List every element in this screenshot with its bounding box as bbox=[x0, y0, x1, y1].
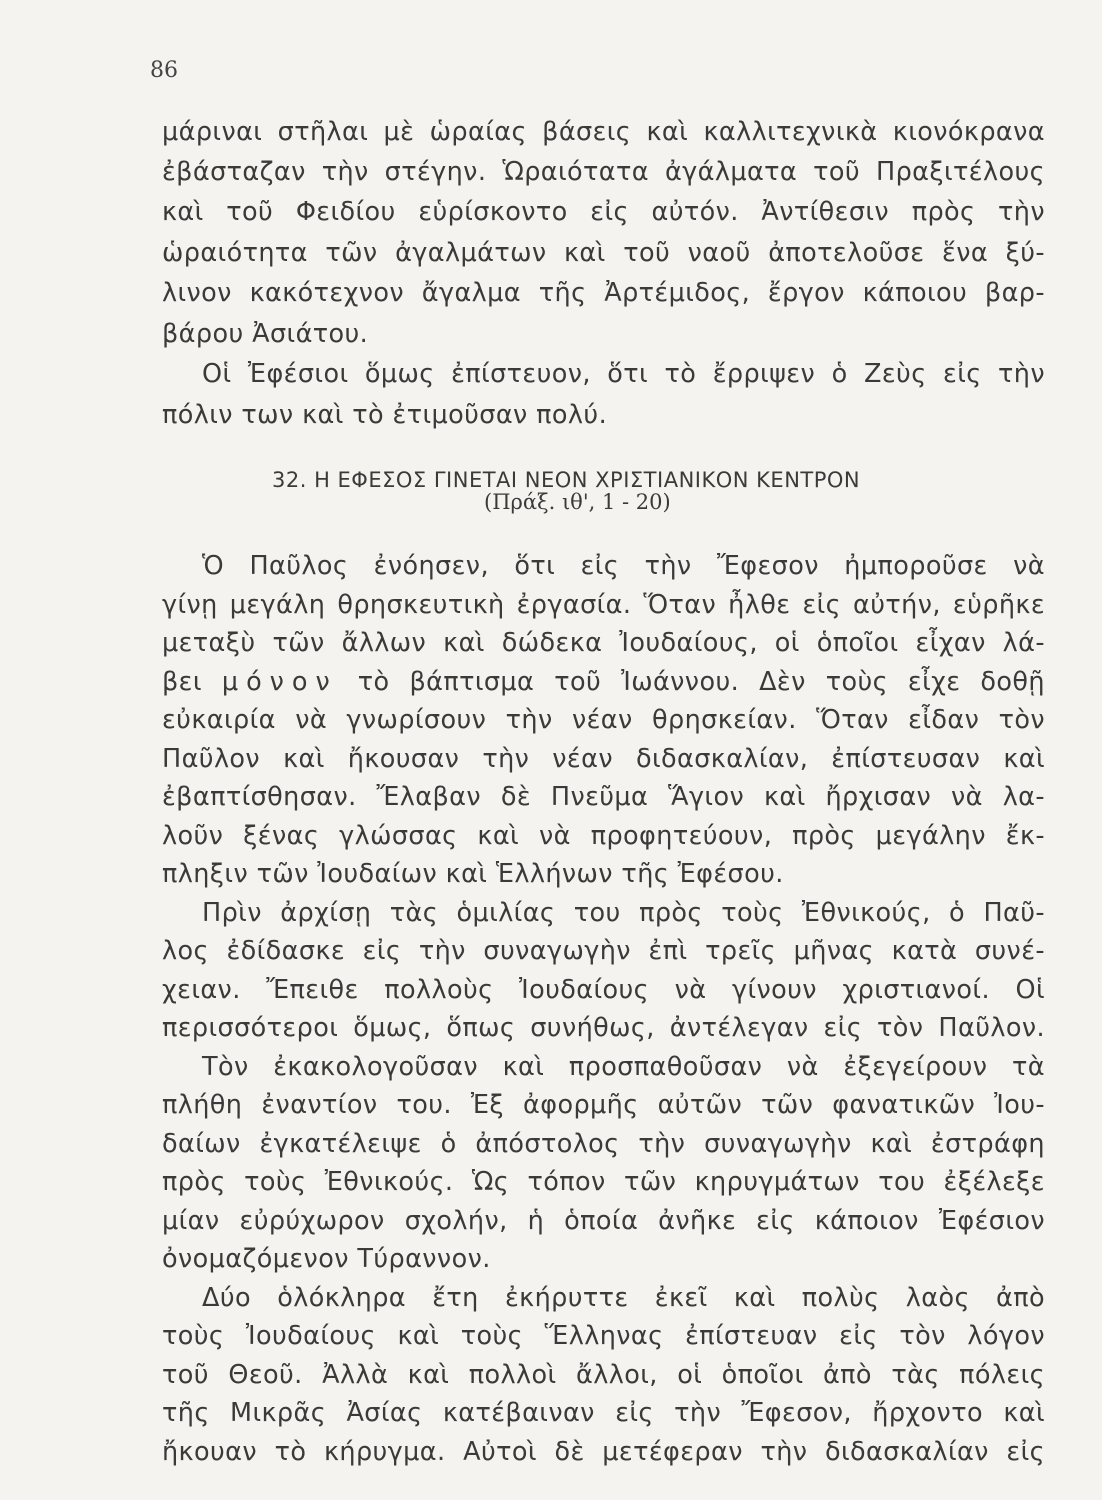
text-line: βάρου Ἀσιάτου. bbox=[162, 318, 369, 349]
text-line: ἐβαπτίσθησαν. Ἔλαβαν δὲ Πνεῦμα Ἅγιον καὶ ἤρχισαν νὰ λα- bbox=[162, 782, 1045, 812]
text-line: τῆς Μικρᾶς Ἀσίας κατέβαιναν εἰς τὴν Ἔφεσον, ἤρχοντο καὶ bbox=[162, 1398, 1045, 1428]
text-line: λοῦν ξένας γλώσσας καὶ νὰ προφητεύουν, πρὸς μεγάλην ἔκ- bbox=[162, 820, 1045, 851]
text-line: λινον κακότεχνον ἄγαλμα τῆς Ἀρτέμιδος, ἔργον κάποιου βαρ- bbox=[162, 278, 1045, 308]
text-line: πόλιν των καὶ τὸ ἐτιμοῦσαν πολύ. bbox=[162, 399, 608, 430]
text-line: ἐβάσταζαν τὴν στέγην. Ὡραιότατα ἀγάλματα τοῦ Πραξιτέλους bbox=[162, 156, 1045, 187]
text-line: Ὁ Παῦλος ἐνόησεν, ὅτι εἰς τὴν Ἔφεσον ἠμποροῦσε νὰ bbox=[202, 551, 1045, 581]
text-line: μίαν εὐρύχωρον σχολήν, ἡ ὁποία ἀνῆκε εἰς κάποιον Ἐφέσιον bbox=[162, 1205, 1045, 1236]
section-reference: (Πράξ. ιθ', 1 - 20) bbox=[484, 490, 671, 514]
text-line: ἤκουαν τὸ κήρυγμα. Αὐτοὶ δὲ μετέφεραν τὴν διδασκαλίαν εἰς bbox=[162, 1436, 1045, 1467]
emphasized-word: μόνον bbox=[221, 666, 338, 697]
text-line bbox=[162, 666, 1045, 697]
text-line: πλήθη ἐναντίον του. Ἐξ ἀφορμῆς αὐτῶν τῶν φανατικῶν Ἰου- bbox=[162, 1090, 1045, 1120]
text-line: εὐκαιρία νὰ γνωρίσουν τὴν νέαν θρησκείαν. Ὅταν εἶδαν τὸν bbox=[162, 705, 1045, 735]
text-fragment: βει bbox=[162, 666, 222, 697]
text-line: μεταξὺ τῶν ἄλλων καὶ δώδεκα Ἰουδαίους, οἱ ὁποῖοι εἶχαν λά- bbox=[162, 628, 1045, 658]
text-line: περισσότεροι ὅμως, ὅπως συνήθως, ἀντέλεγαν εἰς τὸν Παῦλον. bbox=[162, 1013, 1045, 1043]
text-line: μάριναι στῆλαι μὲ ὡραίας βάσεις καὶ καλλιτεχνικὰ κιονόκρανα bbox=[162, 117, 1045, 147]
text-line: Παῦλον καὶ ἤκουσαν τὴν νέαν διδασκαλίαν, ἐπίστευσαν καὶ bbox=[162, 743, 1045, 774]
text-line: Πρὶν ἀρχίσῃ τὰς ὁμιλίας του πρὸς τοὺς Ἐθνικούς, ὁ Παῦ- bbox=[202, 897, 1045, 928]
text-line: λος ἐδίδασκε εἰς τὴν συναγωγὴν ἐπὶ τρεῖς μῆνας κατὰ συνέ- bbox=[162, 936, 1045, 966]
text-line: Δύο ὁλόκληρα ἔτη ἐκήρυττε ἐκεῖ καὶ πολὺς λαὸς ἀπὸ bbox=[202, 1282, 1045, 1313]
body-text bbox=[162, 551, 1045, 1467]
text-line: δαίων ἐγκατέλειψε ὁ ἀπόστολος τὴν συναγωγὴν καὶ ἐστράφη bbox=[162, 1128, 1045, 1159]
text-line: ὀνομαζόμενον Τύραννον. bbox=[162, 1244, 491, 1274]
text-line: τοῦ Θεοῦ. Ἀλλὰ καὶ πολλοὶ ἄλλοι, οἱ ὁποῖοι ἀπὸ τὰς πόλεις bbox=[162, 1359, 1045, 1390]
section-heading: 32. Η ΕΦΕΣΟΣ ΓΙΝΕΤΑΙ ΝΕΟΝ ΧΡΙΣΤΙΑΝΙΚΟΝ ΚΕΝΤΡΟΝ bbox=[272, 468, 861, 492]
text-line: πρὸς τοὺς Ἐθνικούς. Ὡς τόπον τῶν κηρυγμάτων του ἐξέλεξε bbox=[162, 1167, 1045, 1197]
text-line: Οἱ Ἐφέσιοι ὅμως ἐπίστευον, ὅτι τὸ ἔρριψεν ὁ Ζεὺς εἰς τὴν bbox=[202, 359, 1045, 389]
text-line: γίνῃ μεγάλη θρησκευτικὴ ἐργασία. Ὅταν ἦλθε εἰς αὐτήν, εὑρῆκε bbox=[162, 589, 1045, 620]
text-line: καὶ τοῦ Φειδίου εὑρίσκοντο εἰς αὐτόν. Ἀντίθεσιν πρὸς τὴν bbox=[162, 197, 1045, 227]
text-line: χειαν. Ἔπειθε πολλοὺς Ἰουδαίους νὰ γίνουν χριστιανοί. Οἱ bbox=[162, 974, 1045, 1005]
text-line: Τὸν ἐκακολογοῦσαν καὶ προσπαθοῦσαν νὰ ἐξεγείρουν τὰ bbox=[202, 1051, 1045, 1082]
text-fragment: τὸ βάπτισμα τοῦ Ἰωάννου. Δὲν τοὺς εἶχε δοθῇ bbox=[337, 666, 1045, 697]
intro-paragraph bbox=[162, 117, 1045, 430]
text-line: ὡραιότητα τῶν ἀγαλμάτων καὶ τοῦ ναοῦ ἀποτελοῦσε ἕνα ξύ- bbox=[162, 237, 1045, 268]
text-line: τοὺς Ἰουδαίους καὶ τοὺς Ἕλληνας ἐπίστευαν εἰς τὸν λόγον bbox=[162, 1321, 1045, 1351]
text-line: πληξιν τῶν Ἰουδαίων καὶ Ἑλλήνων τῆς Ἐφέσου. bbox=[162, 859, 784, 889]
page-number: 86 bbox=[150, 58, 178, 83]
